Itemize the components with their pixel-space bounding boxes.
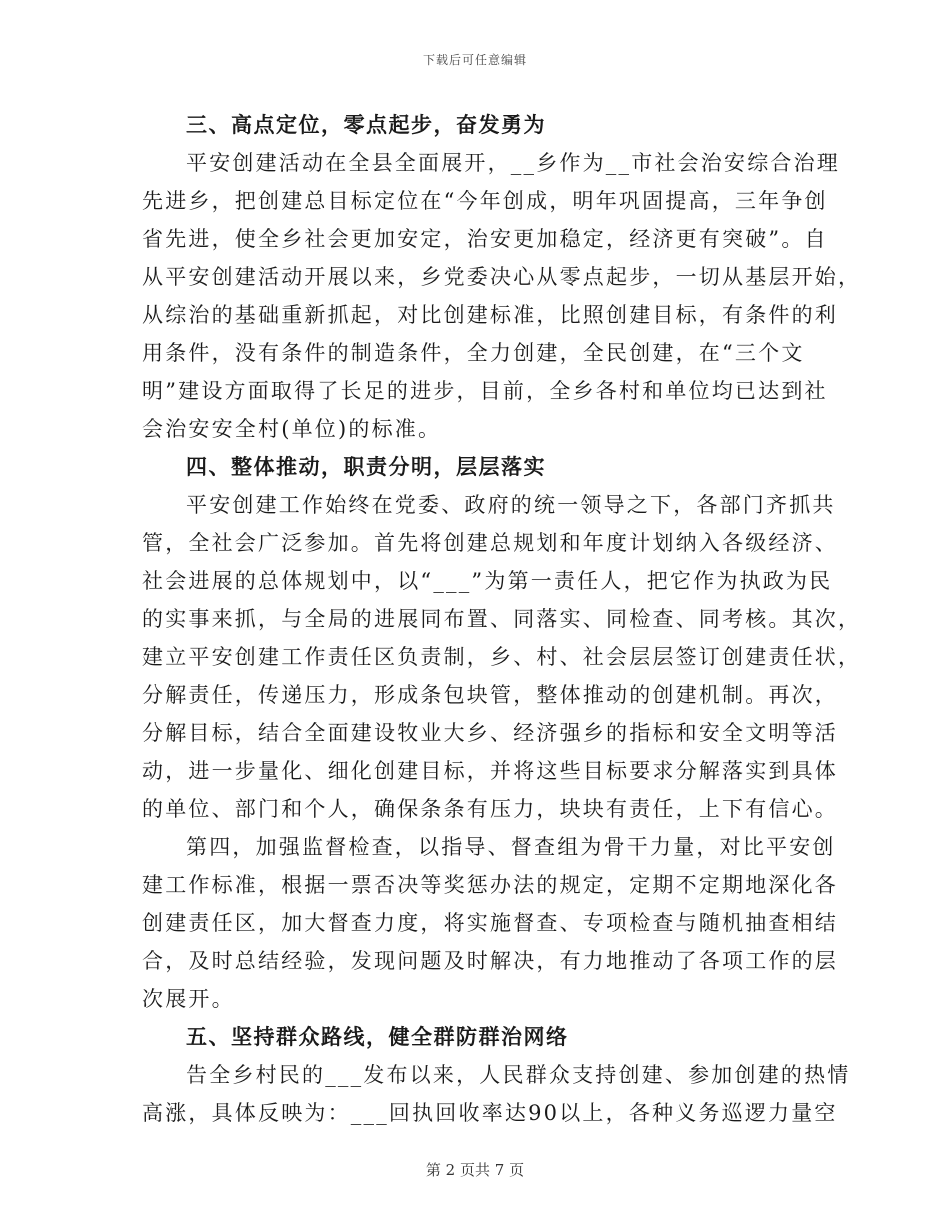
paragraph-line: 省先进，使全乡社会更加安定，治安更加稳定，经济更有突破”。自	[142, 227, 828, 251]
paragraph-line: 的单位、部门和个人，确保条条有压力，块块有责任，上下有信心。	[142, 797, 838, 821]
paragraph-line: 告全乡村民的___发布以来，人民群众支持创建、参加创建的热情	[186, 1063, 851, 1087]
paragraph-line: 会治安安全村(单位)的标准。	[142, 417, 442, 441]
paragraph-line: 建立平安创建工作责任区负责制，乡、村、社会层层签订创建责任状，	[142, 645, 862, 669]
paragraph-line: 分解责任，传递压力，形成条包块管，整体推动的创建机制。再次，	[142, 683, 838, 707]
paragraph-line: 动，进一步量化、细化创建目标，并将这些目标要求分解落实到具体	[142, 759, 838, 783]
paragraph-line: 第四，加强监督检查，以指导、督查组为骨干力量，对比平安创	[186, 835, 836, 859]
paragraph-line: 用条件，没有条件的制造条件，全力创建，全民创建，在“三个文	[142, 341, 805, 365]
paragraph-line: 平安创建工作始终在党委、政府的统一领导之下，各部门齐抓共	[186, 493, 836, 517]
paragraph-line: 合，及时总结经验，发现问题及时解决，有力地推动了各项工作的层	[142, 949, 838, 973]
paragraph-line: 次展开。	[142, 987, 235, 1011]
paragraph-line: 从综治的基础重新抓起，对比创建标准，比照创建目标，有条件的利	[142, 303, 838, 327]
paragraph-line: 管，全社会广泛参加。首先将创建总规划和年度计划纳入各级经济、	[142, 531, 838, 555]
paragraph-line: 先进乡，把创建总目标定位在“今年创成，明年巩固提高，三年争创	[142, 189, 828, 213]
paragraph-line: 从平安创建活动开展以来，乡党委决心从零点起步，一切从基层开始，	[142, 265, 862, 289]
section-heading-3: 三、高点定位，零点起步，奋发勇为	[186, 112, 546, 137]
paragraph-line: 平安创建活动在全县全面展开，__乡作为__市社会治安综合治理	[186, 151, 840, 175]
paragraph-line: 建工作标准，根据一票否决等奖惩办法的规定，定期不定期地深化各	[142, 873, 838, 897]
paragraph-line: 社会进展的总体规划中，以“___”为第一责任人，把它作为执政为民	[142, 569, 833, 593]
paragraph-line: 高涨，具体反映为：___回执回收率达90以上，各种义务巡逻力量空	[142, 1101, 838, 1125]
paragraph-line: 的实事来抓，与全局的进展同布置、同落实、同检查、同考核。其次，	[142, 607, 862, 631]
document-body	[142, 106, 862, 1132]
paragraph-line: 分解目标，结合全面建设牧业大乡、经济强乡的指标和安全文明等活	[142, 721, 838, 745]
page-footer: 第 2 页共 7 页	[425, 1161, 525, 1179]
paragraph-line: 明”建设方面取得了长足的进步，目前，全乡各村和单位均已达到社	[142, 379, 828, 403]
section-heading-4: 四、整体推动，职责分明，层层落实	[186, 454, 546, 479]
paragraph-line: 创建责任区，加大督查力度，将实施督查、专项检查与随机抽查相结	[142, 911, 838, 935]
page-header: 下载后可任意编辑	[422, 53, 527, 67]
section-heading-5: 五、坚持群众路线，健全群防群治网络	[186, 1024, 569, 1049]
